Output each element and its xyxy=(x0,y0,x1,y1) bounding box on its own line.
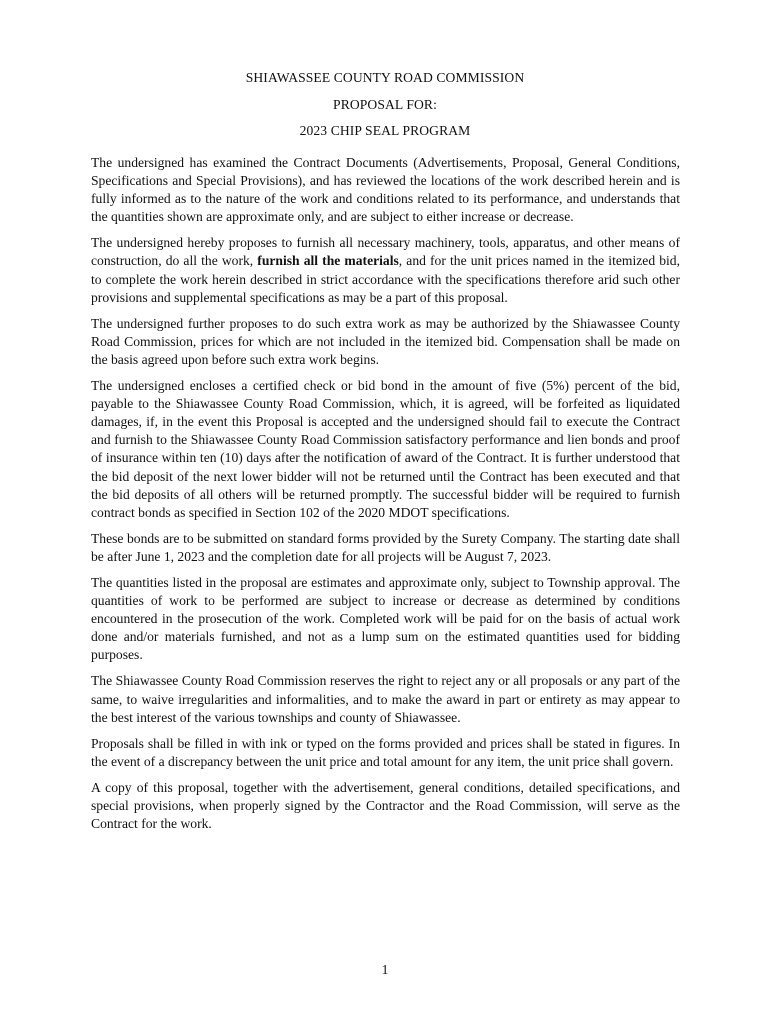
paragraph-contract-copy: A copy of this proposal, together with the advertisement, general conditions, detailed specifications, and special provisions, when properly signed by the Contractor and the Road Commission, will serve as the Contract for the work. xyxy=(91,779,680,832)
document-title-agency: SHIAWASSEE COUNTY ROAD COMMISSION xyxy=(245,70,525,85)
document-title-program: 2023 CHIP SEAL PROGRAM xyxy=(299,123,471,138)
page-number: 1 xyxy=(381,962,389,977)
paragraph-furnish-bold: furnish all the materials xyxy=(257,253,399,269)
paragraph-bid-bond: The undersigned encloses a certified check or bid bond in the amount of five (5%) percent of the bid, payable to the Shiawassee County Road Commission, which, it is agreed, will be forfeited as liquidated damages, if, in the event this Proposal is accepted and the undersigned should fail to execute the Contract and furnish to the Shiawassee County Road Commission satisfactory performance and lien bonds and proof of insurance within ten (10) days after the notification of award of the Contract. It is further understood that the bid deposit of the next lower bidder will not be returned until the Contract has been executed and that the bid deposits of all others will be returned promptly. The successful bidder will be required to furnish contract bonds as specified in Section 102 of the 2020 MDOT specifications. xyxy=(91,378,680,520)
document-title-proposal: PROPOSAL FOR: xyxy=(333,97,437,112)
paragraph-bonds-dates: These bonds are to be submitted on standard forms provided by the Surety Company. The starting date shall be after June 1, 2023 and the completion date for all projects will be August 7, 2023. xyxy=(91,530,680,564)
paragraph-furnish-end: , and for the unit prices named in the itemized bid, to complete the work herein described in strict accordance with the specifications therefore arid such other provisions and supplemental specifications as may be a part of this proposal. xyxy=(91,253,680,305)
document-body xyxy=(91,154,680,841)
paragraph-examination: The undersigned has examined the Contract Documents (Advertisements, Proposal, General Conditions, Specifications and Special Provisions), and has reviewed the locations of the work described herein and is fully informed as to the nature of the work and conditions related to its performance, and understands that the quantities shown are approximate only, and are subject to either increase or decrease. xyxy=(91,155,680,225)
paragraph-furnish xyxy=(91,234,680,306)
paragraph-extra-work: The undersigned further proposes to do such extra work as may be authorized by the Shiawassee County Road Commission, prices for which are not included in the itemized bid. Compensation shall be made on the basis agreed upon before such extra work begins. xyxy=(91,315,680,367)
paragraph-ink-typed: Proposals shall be filled in with ink or typed on the forms provided and prices shall be stated in figures. In the event of a discrepancy between the unit price and total amount for any item, the unit price shall govern. xyxy=(91,735,680,769)
paragraph-furnish-start: The undersigned hereby proposes to furnish all necessary machinery, tools, apparatus, and other means of construction, do all the work, xyxy=(91,235,680,269)
paragraph-quantities: The quantities listed in the proposal are estimates and approximate only, subject to Township approval. The quantities of work to be performed are subject to increase or decrease as determined by conditions encountered in the prosecution of the work. Completed work will be paid for on the basis of actual work done and/or materials furnished, and not as a lump sum on the estimated quantities used for bidding purposes. xyxy=(91,574,680,663)
paragraph-reserves-right: The Shiawassee County Road Commission reserves the right to reject any or all proposals or any part of the same, to waive irregularities and informalities, and to make the award in part or entirety as may appear to the best interest of the various townships and county of Shiawassee. xyxy=(91,673,680,725)
